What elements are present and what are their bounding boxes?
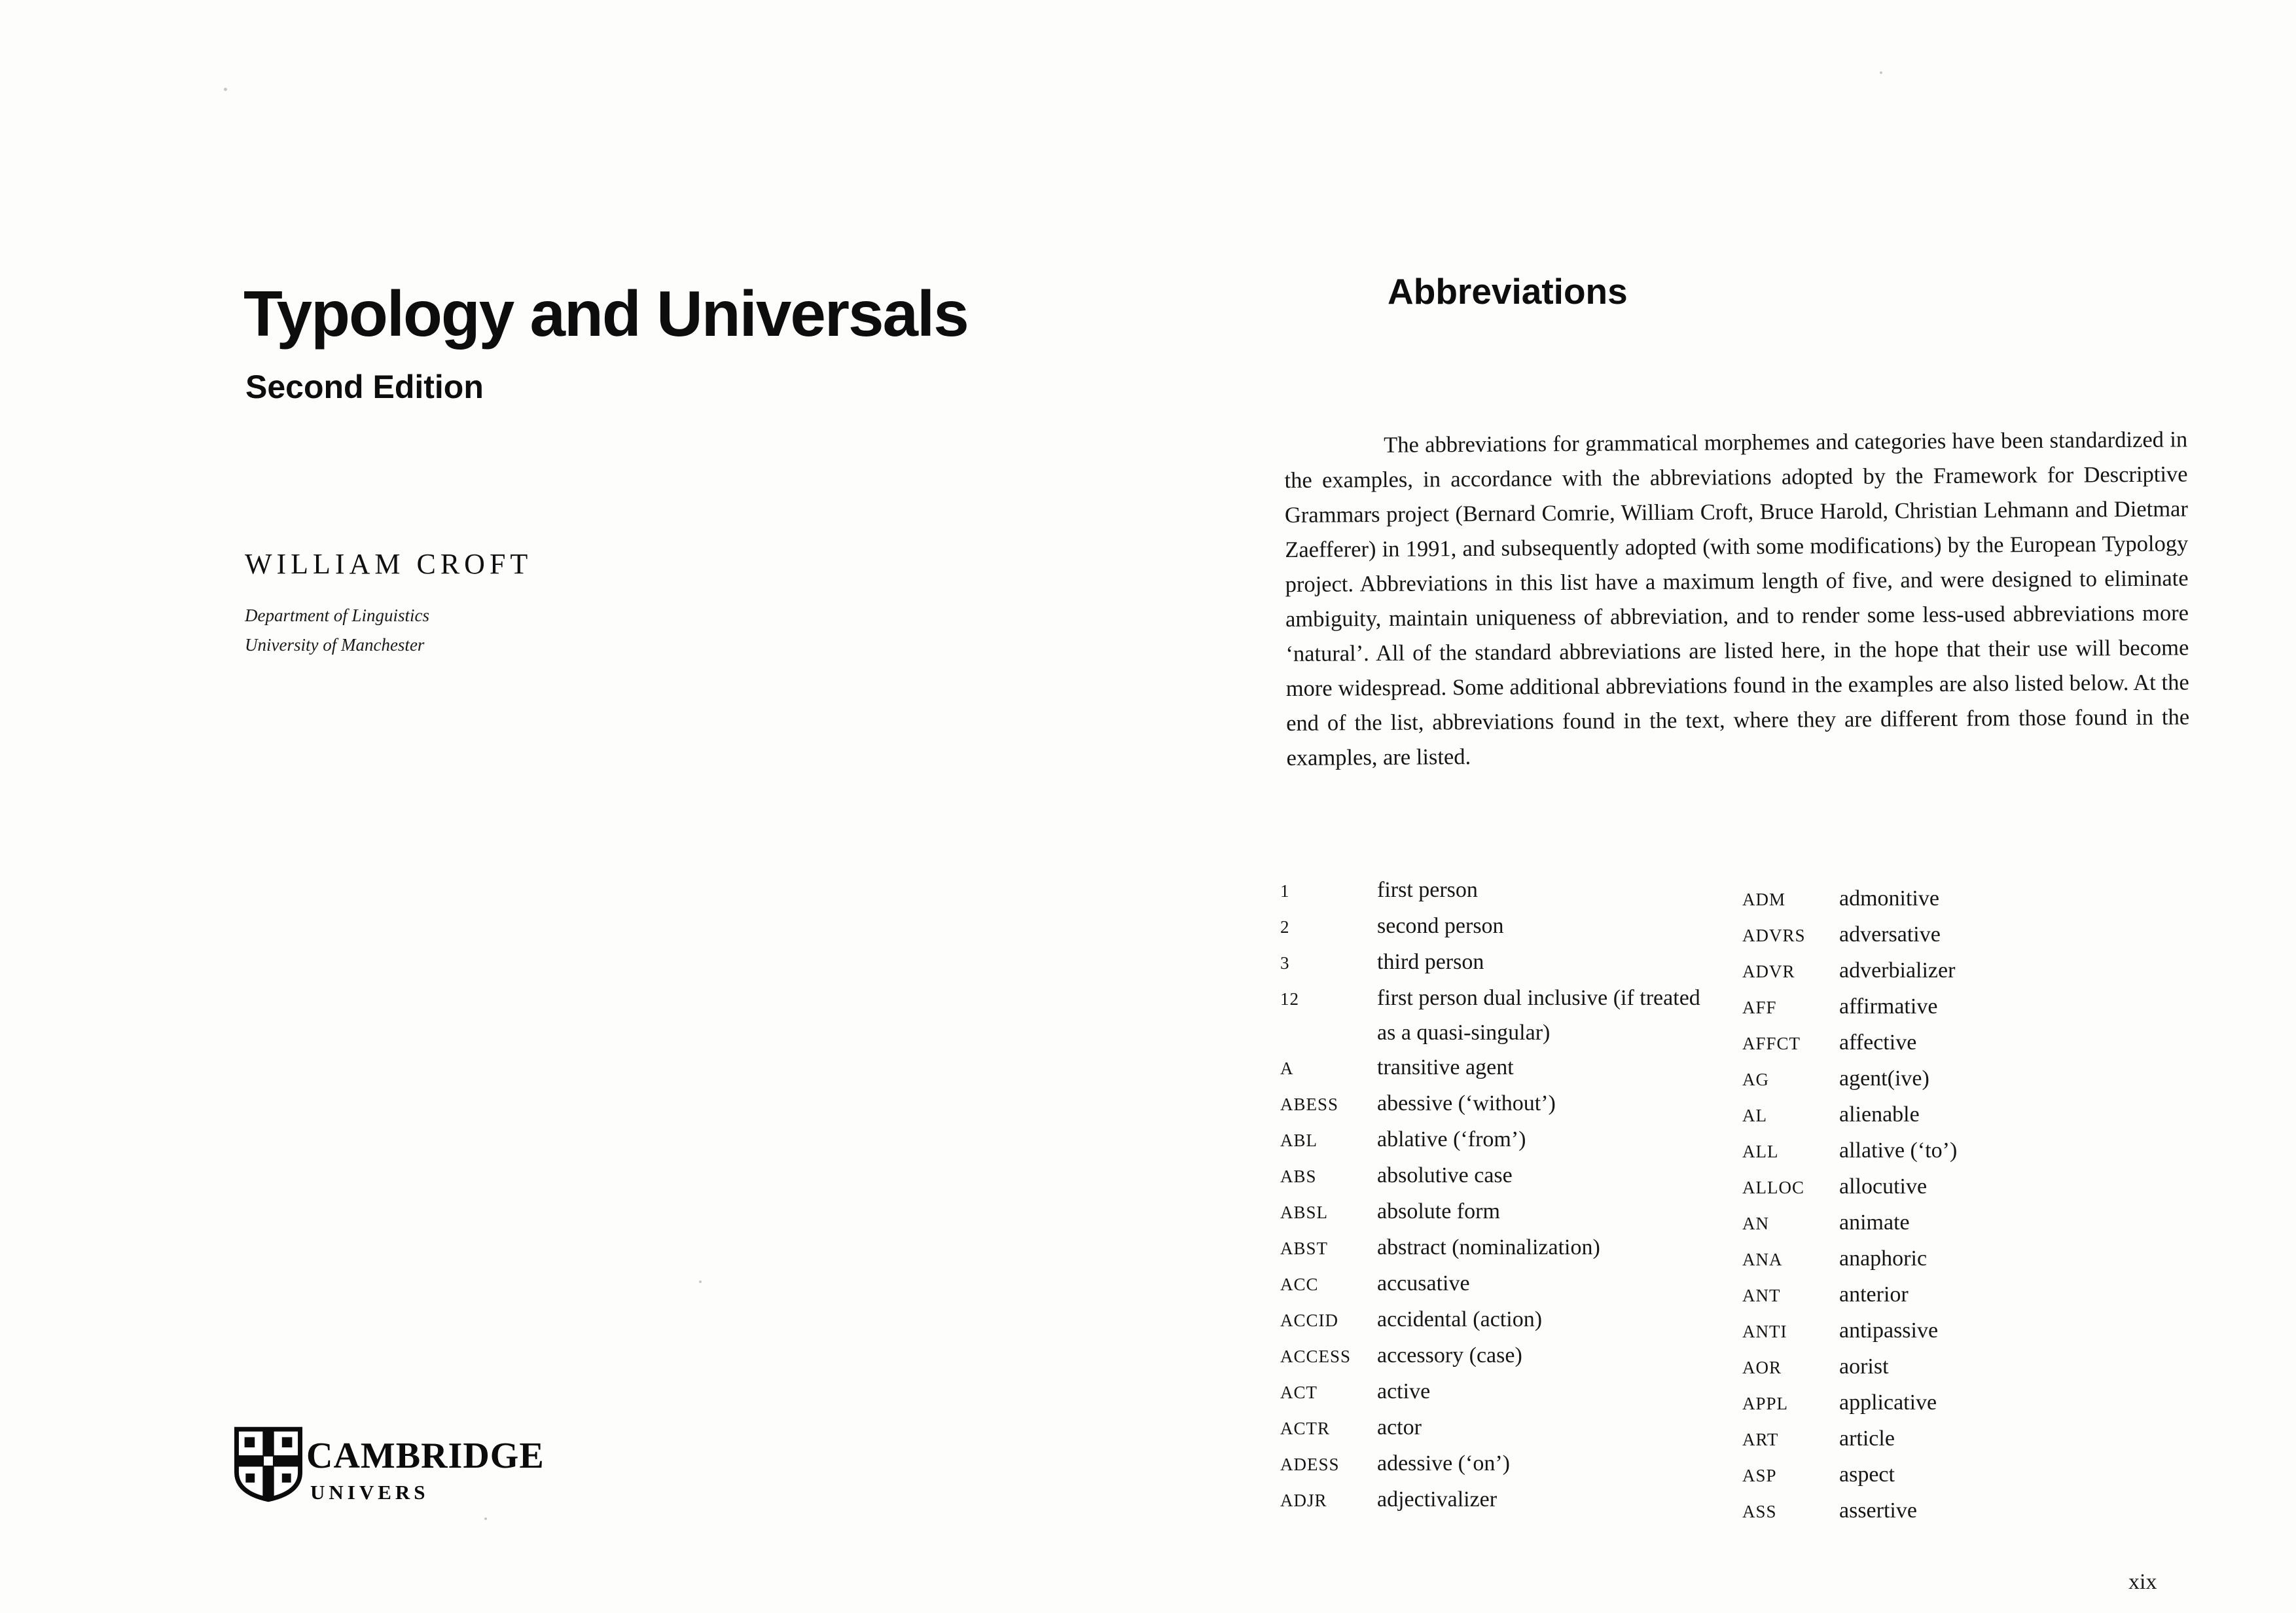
abbreviation-row — [1742, 1097, 2196, 1133]
abbreviation-row — [1280, 1158, 1717, 1194]
abbreviation-definition: aspect — [1839, 1462, 1895, 1487]
abbreviation-definition: ablative (‘from’) — [1377, 1127, 1526, 1151]
abbreviation-row — [1742, 1277, 2196, 1313]
abbreviation-row — [1742, 989, 2196, 1025]
abbreviation-row — [1742, 1061, 2196, 1097]
abbreviation-row — [1280, 1446, 1717, 1482]
abbreviation-code: APPL — [1742, 1394, 1789, 1413]
affiliation-university: University of Manchester — [245, 635, 425, 655]
abbreviation-row — [1742, 1205, 2196, 1241]
abbreviation-row — [1280, 1302, 1717, 1338]
abbreviation-row — [1742, 917, 2196, 953]
abbreviation-definition: affirmative — [1839, 994, 1938, 1019]
abbreviation-row — [1742, 1349, 2196, 1385]
abbreviation-row — [1742, 1241, 2196, 1277]
abbreviation-code: 12 — [1280, 989, 1299, 1009]
abbreviation-row — [1742, 1493, 2196, 1529]
abbreviation-code: ANTI — [1742, 1322, 1787, 1341]
abbreviation-row — [1742, 1133, 2196, 1169]
abbreviation-row — [1280, 981, 1717, 1050]
abbreviation-definition: absolute form — [1377, 1199, 1500, 1223]
abbreviation-definition: applicative — [1839, 1390, 1937, 1415]
abbreviation-definition: adversative — [1839, 922, 1941, 947]
author-affiliation — [245, 601, 429, 660]
abbreviation-definition: active — [1377, 1379, 1431, 1404]
abbreviation-code: ADJR — [1280, 1491, 1327, 1510]
abbreviation-definition: adverbializer — [1839, 958, 1956, 983]
abbreviation-definition: alienable — [1839, 1102, 1920, 1127]
abbreviation-definition: anterior — [1839, 1282, 1909, 1307]
abbreviation-definition: accessory (case) — [1377, 1343, 1522, 1368]
abbreviations-column-right — [1742, 881, 2196, 1529]
abbreviation-definition: abstract (nominalization) — [1377, 1235, 1600, 1260]
abbreviation-code: ABSL — [1280, 1203, 1329, 1222]
abbreviation-code: ADESS — [1280, 1455, 1340, 1474]
abbreviation-row — [1742, 953, 2196, 989]
abbreviation-row — [1280, 1050, 1717, 1086]
abbreviation-code: ASP — [1742, 1466, 1777, 1485]
abbreviation-code: ALL — [1742, 1142, 1779, 1161]
abbreviation-row — [1742, 1457, 2196, 1493]
abbreviation-row — [1742, 1421, 2196, 1457]
abbreviation-definition: accusative — [1377, 1271, 1470, 1296]
abbreviation-row — [1280, 1194, 1717, 1230]
scan-speck — [1880, 71, 1882, 74]
abbreviation-definition: first person dual inclusive (if treated as a quasi-singular) — [1377, 986, 1700, 1045]
abbreviation-row — [1280, 1410, 1717, 1446]
scan-speck — [699, 1280, 702, 1283]
abbreviation-code: ABESS — [1280, 1095, 1339, 1114]
abbreviation-definition: transitive agent — [1377, 1055, 1514, 1079]
intro-paragraph: The abbreviations for grammatical morphemes and categories have been standardized in the examples, in accordance with the abbreviations adopted by the Framework for Descriptive Grammars project (Bernard Comrie, William Croft, Bruce Harold, Christian Lehmann and Dietmar Zaefferer) in 1991, and subsequently adopted (with some modifications) by the European Typology project. Abbreviations in this list have a maximum length of five, and were designed to eliminate ambiguity, maintain uniqueness of abbreviation, and to render some less-used abbreviations more ‘natural’. All of the standard abbreviations are listed here, in the hope that their use will become more widespread. Some additional abbreviations found in the examples are also listed below. At the end of the list, abbreviations found in the text, where they are different from those found in the examples, are listed. — [1284, 427, 2190, 770]
abbreviation-row — [1280, 1086, 1717, 1122]
abbreviation-row — [1280, 1338, 1717, 1374]
book-title: Typology and Universals — [243, 278, 968, 350]
abbreviation-code: ACC — [1280, 1275, 1319, 1294]
abbreviations-column-left — [1280, 873, 1717, 1518]
abbreviation-code: ASS — [1742, 1502, 1777, 1521]
abbreviation-definition: animate — [1839, 1210, 1910, 1235]
abbreviation-code: ABL — [1280, 1131, 1318, 1150]
abbreviation-definition: actor — [1377, 1415, 1422, 1440]
abbreviation-code: 2 — [1280, 917, 1290, 937]
scan-speck — [224, 88, 227, 91]
abbreviation-code: 3 — [1280, 953, 1290, 973]
abbreviation-row — [1280, 873, 1717, 909]
affiliation-department: Department of Linguistics — [245, 606, 429, 625]
abbreviation-row — [1280, 1374, 1717, 1410]
abbreviation-code: ADVR — [1742, 962, 1795, 981]
abbreviation-code: ADM — [1742, 890, 1786, 909]
abbreviation-definition: agent(ive) — [1839, 1066, 1929, 1091]
abbreviation-row — [1280, 1230, 1717, 1266]
abbreviation-code: ACTR — [1280, 1419, 1331, 1438]
abbreviation-row — [1280, 1482, 1717, 1518]
abbreviation-definition: assertive — [1839, 1498, 1917, 1523]
publisher-subname: UNIVERS — [310, 1481, 429, 1504]
abbreviation-row — [1742, 1313, 2196, 1349]
abbreviation-code: ANT — [1742, 1286, 1781, 1305]
abbreviation-code: ACCID — [1280, 1311, 1339, 1330]
abbreviation-code: AG — [1742, 1070, 1769, 1089]
abbreviation-code: ACT — [1280, 1383, 1318, 1402]
abbreviation-code: ADVRS — [1742, 926, 1806, 945]
publisher-name: CAMBRIDGE — [306, 1436, 545, 1476]
abbreviation-row — [1742, 1169, 2196, 1205]
abbreviation-row — [1742, 1385, 2196, 1421]
abbreviation-definition: admonitive — [1839, 886, 1939, 911]
abbreviation-code: ACCESS — [1280, 1347, 1352, 1366]
abbreviation-definition: adjectivalizer — [1377, 1487, 1498, 1512]
book-subtitle: Second Edition — [245, 369, 484, 405]
abbreviation-definition: second person — [1377, 914, 1504, 938]
scan-speck — [484, 1517, 487, 1520]
abbreviation-definition: adessive (‘on’) — [1377, 1451, 1510, 1476]
abbreviation-code: 1 — [1280, 881, 1290, 901]
abbreviation-code: AN — [1742, 1214, 1769, 1233]
abbreviation-code: AFF — [1742, 998, 1777, 1017]
abbreviation-code: ALLOC — [1742, 1178, 1804, 1197]
abbreviation-definition: anaphoric — [1839, 1246, 1928, 1271]
abbreviation-row — [1280, 1122, 1717, 1158]
abbreviation-code: A — [1280, 1059, 1294, 1078]
page-number: xix — [2128, 1570, 2157, 1594]
abbreviation-definition: allocutive — [1839, 1174, 1928, 1199]
abbreviation-definition: affective — [1839, 1030, 1917, 1055]
abbreviation-row — [1742, 1025, 2196, 1061]
abbreviation-code: AFFCT — [1742, 1034, 1801, 1053]
abbreviation-code: AL — [1742, 1106, 1767, 1125]
abbreviation-row — [1280, 1266, 1717, 1302]
abbreviation-row — [1742, 881, 2196, 917]
abbreviation-definition: article — [1839, 1426, 1895, 1451]
abbreviation-definition: absolutive case — [1377, 1163, 1513, 1187]
abbreviation-definition: allative (‘to’) — [1839, 1138, 1958, 1163]
abbreviation-row — [1280, 945, 1717, 981]
abbreviation-row — [1280, 909, 1717, 945]
abbreviation-code: ABS — [1280, 1167, 1317, 1186]
abbreviation-definition: antipassive — [1839, 1318, 1939, 1343]
abbreviation-code: ABST — [1280, 1239, 1329, 1258]
author-name: WILLIAM CROFT — [245, 548, 533, 580]
abbreviation-definition: abessive (‘without’) — [1377, 1091, 1556, 1115]
abbreviation-definition: first person — [1377, 878, 1478, 902]
abbreviation-code: ART — [1742, 1430, 1779, 1449]
abbreviation-code: AOR — [1742, 1358, 1782, 1377]
abbreviation-code: ANA — [1742, 1250, 1783, 1269]
abbreviation-definition: aorist — [1839, 1354, 1889, 1379]
abbreviation-definition: third person — [1377, 950, 1484, 974]
abbreviation-definition: accidental (action) — [1377, 1307, 1543, 1332]
cambridge-crest-icon — [234, 1426, 302, 1503]
page-heading: Abbreviations — [1388, 271, 1628, 312]
